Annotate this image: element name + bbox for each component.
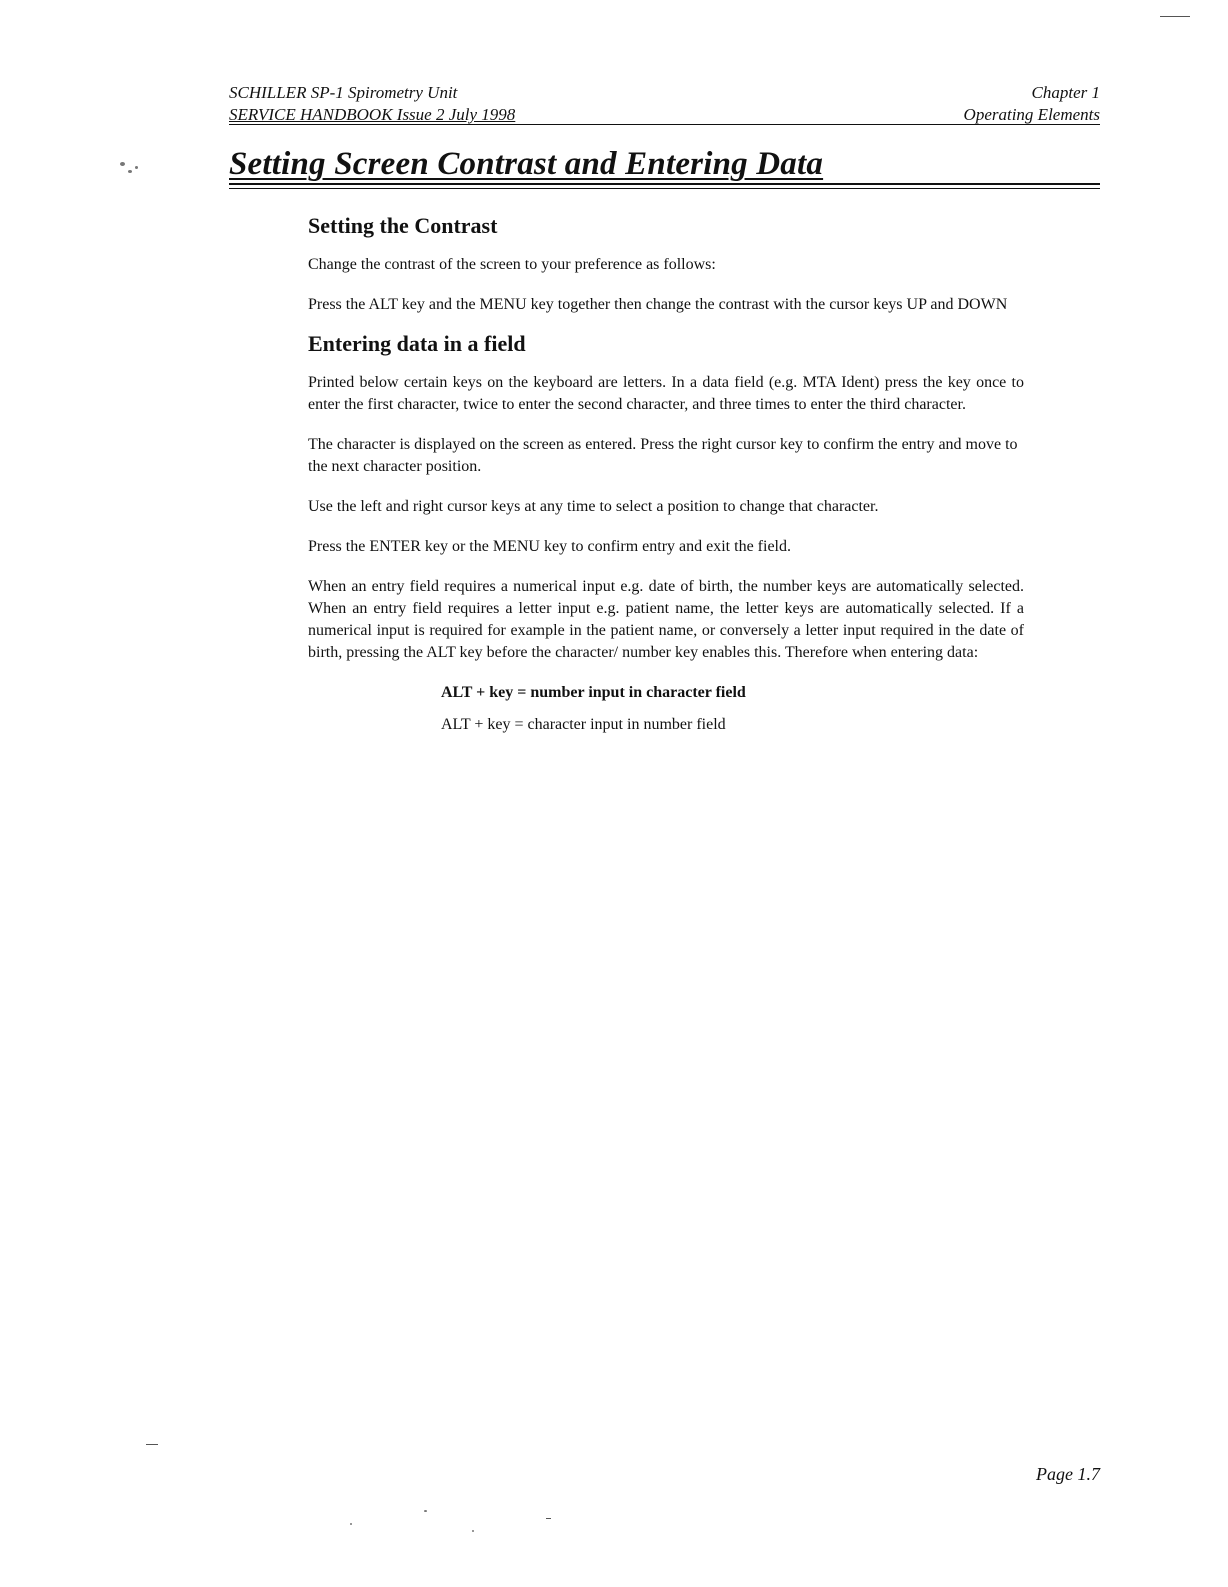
contrast-instruction-paragraph: Press the ALT key and the MENU key together then change the contrast with the cursor keys UP and DOWN [308,296,1008,313]
scan-speck [472,1530,474,1532]
section-heading-contrast: Setting the Contrast [308,213,498,238]
entering-data-paragraph-3: Use the left and right cursor keys at any time to select a position to change that character. [308,498,879,515]
scan-speck [128,170,132,173]
entering-data-paragraph-4: Press the ENTER key or the MENU key to confirm entry and exit the field. [308,538,791,555]
header-handbook-line: SERVICE HANDBOOK Issue 2 July 1998 [229,105,516,124]
entering-data-paragraph-2: The character is displayed on the screen as entered. Press the right cursor key to confirm the entry and move to the next character position. [308,436,1018,475]
scan-speck [350,1523,352,1525]
formula-number-input: ALT + key = number input in character field [441,684,746,701]
header-chapter-number: Chapter 1 [1031,83,1100,102]
title-rule-thick [229,183,1100,185]
scan-speck [135,166,138,169]
header-product-line: SCHILLER SP-1 Spirometry Unit [229,83,458,102]
scan-speck [424,1510,427,1512]
running-header-left [229,82,515,126]
title-rule-thin [229,188,1100,189]
scan-mark [146,1444,158,1445]
header-chapter-title: Operating Elements [963,105,1100,124]
formula-character-input: ALT + key = character input in number field [441,716,726,733]
page-number: Page 1.7 [1036,1464,1100,1484]
contrast-intro-paragraph: Change the contrast of the screen to your preference as follows: [308,256,716,273]
header-rule [229,124,1100,125]
body-content [308,212,1024,746]
entering-data-paragraph-5: When an entry field requires a numerical input e.g. date of birth, the number keys are automatically selected. When an entry field requires a letter input e.g. patient name, the letter keys are automatically selected. If a numerical input is required for example in the patient name, or conversely a letter input required in the date of birth, pressing the ALT key before the character/ number key enables this. Therefore when entering data: [308,578,1024,661]
scan-speck [120,162,125,166]
page-title: Setting Screen Contrast and Entering Data [229,146,824,182]
scan-mark [1160,16,1190,17]
section-heading-entering-data: Entering data in a field [308,331,526,356]
scan-mark [546,1518,551,1519]
running-header-right [964,82,1100,126]
entering-data-paragraph-1: Printed below certain keys on the keyboard are letters. In a data field (e.g. MTA Ident) press the key once to enter the first character, twice to enter the second character, and three times to enter the third character. [308,374,1024,413]
